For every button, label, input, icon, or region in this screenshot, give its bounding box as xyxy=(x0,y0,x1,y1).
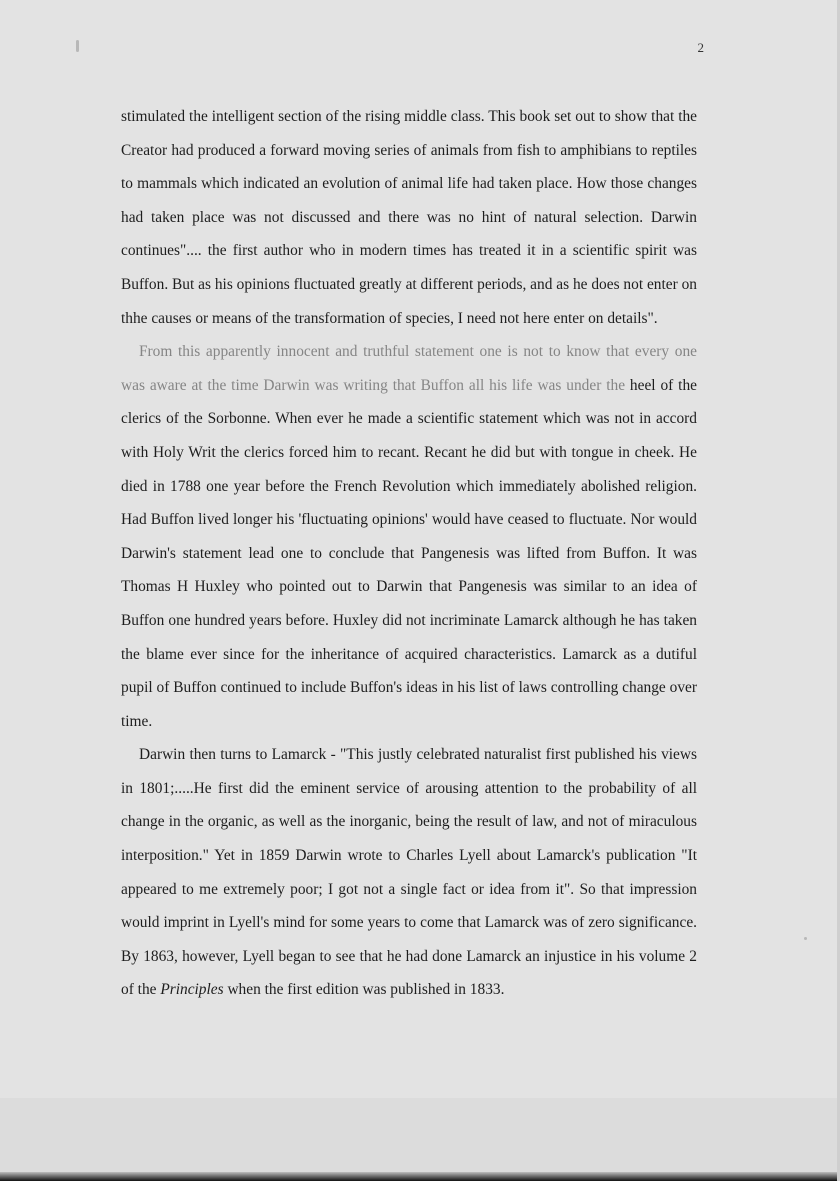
italic-book-title: Principles xyxy=(160,981,224,999)
scan-bottom-shadow xyxy=(0,1172,840,1181)
page-number: 2 xyxy=(697,40,704,55)
paragraph-text: heel of the clerics of the Sorbonne. When ever he made a scientific statement which was not in accord with Holy Writ the clerics forced him to recant. Recant he did but with tongue in cheek. He died in 1788 one year before the French Revolution which immediately abolished religion. Had Buffon lived longer his 'fluctuating opinions' would have ceased to fluctuate. Nor would Darwin's statement lead one to conclude that Pangenesis was lifted from Buffon. It was Thomas H Huxley who pointed out to Darwin that Pangenesis was similar to an idea of Buffon one hundred years before. Huxley did not incriminate Lamarck although he has taken the blame ever since for the inheritance of acquired characteristics. Lamarck as a dutiful pupil of Buffon continued to include Buffon's ideas in his list of laws controlling change over time. xyxy=(121,376,697,730)
scan-speck xyxy=(76,40,79,52)
paragraph-text: stimulated the intelligent section of the rising middle class. This book set out to show that the Creator had produced a forward moving series of animals from fish to amphibians to reptiles to mammals which indicated an evolution of animal life had taken place. How those changes had taken place was not discussed and there was no hint of natural selection. Darwin continues".... the first author who in modern times has treated it in a scientific spirit was Buffon. But as his opinions fluctuated greatly at different periods, and as he does not enter on thhe causes or means of the transformation of species, I need not here enter on details". xyxy=(121,108,697,327)
paragraph-2 xyxy=(121,335,697,738)
paragraph-text: Darwin then turns to Lamarck - "This justly celebrated naturalist first published his views in 1801;.....He first did the eminent service of arousing attention to the probability of all change in the organic, as well as the inorganic, being the result of law, and not of miraculous interposition." Yet in 1859 Darwin wrote to Charles Lyell about Lamarck's publication "It appeared to me extremely poor; I got not a single fact or idea from it". So that impression would imprint in Lyell's mind for some years to come that Lamarck was of zero significance. By 1863, however, Lyell began to see that he had done Lamarck an injustice in his volume 2 of the xyxy=(121,746,697,999)
paragraph-1 xyxy=(121,100,697,335)
faded-scan-text: From this apparently innocent and truthful statement one is not to know that every one was aware at the time Darwin was writing that Buffon all his life was under the xyxy=(121,343,697,394)
document-body xyxy=(121,100,697,1007)
scan-bottom-margin xyxy=(0,1098,840,1181)
paragraph-text: when the first edition was published in 1833. xyxy=(223,981,505,999)
scan-speck xyxy=(804,937,807,940)
paragraph-3 xyxy=(121,738,697,1007)
